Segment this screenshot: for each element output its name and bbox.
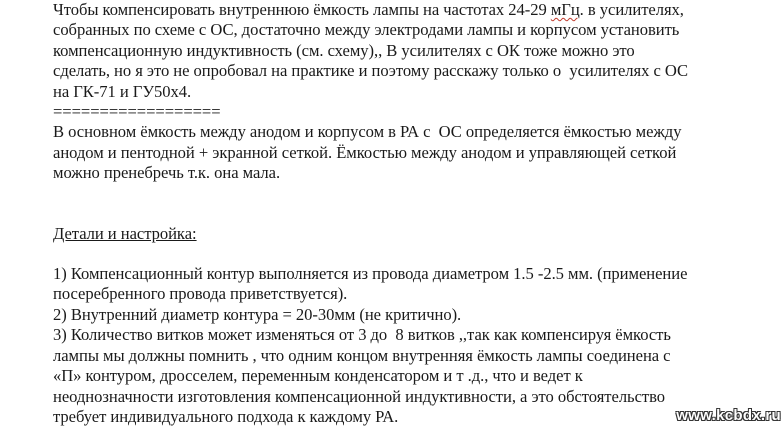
paragraph-1-line-5: на ГК-71 и ГУ50х4. <box>53 81 192 101</box>
paragraph-2-line-1: В основном ёмкость между анодом и корпусом в РА с ОС определяется ёмкостью между <box>53 122 682 142</box>
list-item-3-line-4: неоднозначности изготовления компенсационной индуктивности, а это обстоятельство <box>53 386 666 406</box>
paragraph-2-line-3: можно пренебречь т.к. она мала. <box>53 163 281 183</box>
list-item-2: 2) Внутренний диаметр контура = 20-30мм (не критично). <box>53 304 462 324</box>
text-run: . в усилителях, <box>579 0 684 19</box>
site-watermark: www.kcbdx.ru <box>676 407 781 424</box>
list-item-3-line-2: лампы мы должны помнить , что одним концом внутренняя ёмкость лампы соединена с <box>53 345 671 365</box>
paragraph-1-line-2: собранных по схеме с ОС, достаточно между электродами лампы и корпусом установить <box>53 20 680 40</box>
section-heading: Детали и настройка: <box>53 223 197 243</box>
blank-space <box>53 244 781 264</box>
list-item-1-line-1: 1) Компенсационный контур выполняется из провода диаметром 1.5 -2.5 мм. (применение <box>53 264 688 284</box>
text-run: Чтобы компенсировать внутреннюю ёмкость лампы на частотах 24-29 <box>53 0 551 19</box>
list-item-3-line-5: требует индивидуального подхода к каждому РА. <box>53 406 399 426</box>
list-item-3-line-3: «П» контуром, дросселем, переменным конденсатором и т .д., что и ведет к <box>53 366 583 386</box>
paragraph-1-line-4: сделать, но я это не опробовал на практике и поэтому расскажу только о усилителях с ОС <box>53 61 689 81</box>
list-item-1-line-2: посеребренного провода приветствуется). <box>53 284 348 304</box>
list-item-3-line-1: 3) Количество витков может изменяться от 3 до 8 витков ,,так как компенсируя ёмкость <box>53 325 671 345</box>
paragraph-2-line-2: анодом и пентодной + экранной сеткой. Ёмкостью между анодом и управляющей сеткой <box>53 142 677 162</box>
paragraph-1-line-3: компенсационную индуктивность (см. схему),, В усилителях с ОК тоже можно это <box>53 40 635 60</box>
blank-space <box>53 184 781 224</box>
separator-line: ================== <box>53 102 221 122</box>
spellcheck-flagged-word: мГц <box>550 0 580 19</box>
paragraph-1-line-1 <box>53 0 781 20</box>
document-body <box>53 0 781 427</box>
section-heading-wrap <box>53 224 781 244</box>
